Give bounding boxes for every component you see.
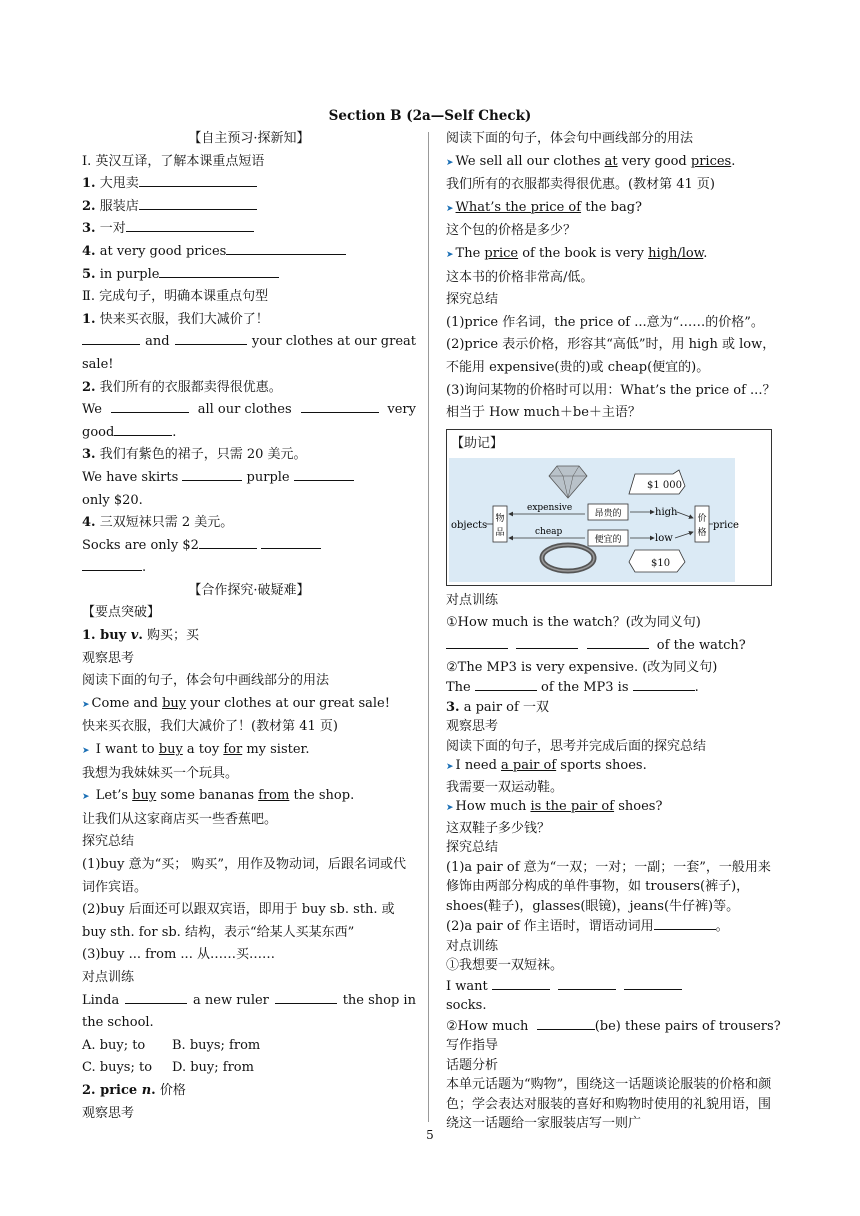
topic-heading: 话题分析: [446, 1057, 499, 1073]
answer-blank[interactable]: [624, 976, 682, 990]
option-d[interactable]: D. buy; from: [172, 1060, 254, 1076]
options-row-1: [82, 1035, 416, 1058]
answer-blank[interactable]: [475, 677, 537, 691]
sentence-4-end: .: [82, 557, 416, 580]
answer-blank[interactable]: [558, 976, 616, 990]
key-heading: 【要点突破】: [82, 605, 161, 621]
buy-example-2: ➤ I want to buy a toy for my sister.: [82, 742, 310, 758]
buy-heading: 1. buy v. 购买；买: [82, 628, 199, 644]
summary-label: 探究总结: [82, 834, 135, 850]
phrase-item: 1. 大甩卖: [82, 173, 416, 196]
sentence-3-end: only $20.: [82, 492, 143, 508]
practice-label: 对点训练: [446, 592, 499, 608]
price-tag-1000-icon: [629, 470, 685, 494]
price-practice-2: ②The MP3 is very expensive. (改为同义句): [446, 659, 718, 675]
buy-example-1: ➤ Come and buy your clothes at our great sale!: [82, 695, 390, 711]
observe-label: 观察思考: [446, 719, 499, 734]
writing-heading: 写作指导: [446, 1038, 499, 1053]
summary-label: 探究总结: [446, 840, 499, 855]
pair-example-2: ➤ How much is the pair of shoes?: [446, 799, 663, 814]
answer-blank[interactable]: [275, 990, 337, 1004]
answer-blank[interactable]: [516, 635, 578, 649]
explore-heading: 【合作探究·破疑难】: [188, 582, 310, 598]
angui-label: 昂贵的: [594, 508, 622, 519]
buy-example-3: ➤ Let’s buy some bananas from the shop.: [82, 788, 355, 804]
price-practice-2-answer: The of the MP3 is .: [446, 677, 780, 698]
pair-heading: 3. a pair of 一双: [446, 699, 549, 715]
phrase-item: 4. at very good prices: [82, 241, 416, 264]
objects-label: objects: [451, 519, 488, 531]
right-column: [446, 128, 780, 1134]
pair-example-2-cn: 这双鞋子多少钱？: [446, 820, 551, 836]
pair-practice-1-end: socks.: [446, 998, 487, 1013]
sentence-3: We have skirts purple: [82, 467, 416, 490]
sentence-4: Socks are only $2: [82, 535, 416, 558]
pianyi-label: 便宜的: [594, 534, 622, 545]
page-number: 5: [426, 1128, 434, 1142]
price-example-2-cn: 这个包的价格是多少？: [446, 223, 577, 239]
price-example-2: ➤ What’s the price of the bag?: [446, 199, 642, 215]
sentence-1-cn: 1. 快来买衣服，我们大减价了！: [82, 311, 269, 327]
answer-blank[interactable]: [261, 535, 321, 549]
arrow-icon: ➤: [82, 746, 90, 757]
buy-practice: Linda a new ruler the shop in: [82, 990, 416, 1013]
price-tag-10-icon: [629, 550, 685, 572]
buy-example-1-cn: 快来买衣服，我们大减价了！(教材第 41 页): [82, 719, 338, 735]
sentence-2: We all our clothes very: [82, 399, 416, 422]
arrow-icon: ➤: [446, 157, 454, 168]
pair-practice-1-answer: I want: [446, 976, 780, 997]
sentence-1-end: sale!: [82, 356, 114, 372]
price-label: price: [713, 519, 739, 531]
low-label: low: [655, 532, 673, 544]
tag-1000-label: $1 000: [647, 479, 682, 491]
phrase-item: 3. 一对: [82, 218, 416, 241]
answer-blank[interactable]: [139, 173, 257, 187]
practice-label: 对点训练: [82, 969, 135, 985]
answer-blank[interactable]: [587, 635, 649, 649]
answer-blank[interactable]: [301, 399, 379, 413]
expensive-label: expensive: [527, 502, 573, 513]
answer-blank[interactable]: [199, 535, 257, 549]
price-example-1-cn: 我们所有的衣服都卖得很优惠。(教材第 41 页): [446, 177, 715, 193]
answer-blank[interactable]: [125, 990, 187, 1004]
sentence-4-cn: 4. 三双短袜只需 2 美元。: [82, 515, 234, 531]
buy-summary-1: (1)buy 意为“买； 购买”，用作及物动词，后跟名词或代词作宾语。: [82, 857, 407, 895]
price-example-3: ➤ The price of the book is very high/low.: [446, 245, 708, 261]
price-summary-1: (1)price 作名词，the price of ...意为“……的价格”。: [446, 314, 764, 330]
buy-example-3-cn: 让我们从这家商店买一些香蕉吧。: [82, 811, 278, 827]
answer-blank[interactable]: [492, 976, 550, 990]
read-instruction: 阅读下面的句子，体会句中画线部分的用法: [82, 673, 330, 689]
option-a[interactable]: A. buy; to: [82, 1037, 146, 1053]
jiage-label-1: 价: [697, 513, 707, 524]
answer-blank[interactable]: [446, 635, 508, 649]
memory-aid-box: [446, 429, 772, 586]
answer-blank[interactable]: [182, 467, 242, 481]
buy-example-2-cn: 我想为我妹妹买一个玩具。: [82, 765, 239, 781]
pair-summary-1: (1)a pair of 意为“一双；一对；一副；一套”，一般用来修饰由两部分构成的单件事物，如 trousers(裤子)，shoes(鞋子)，glasses(眼镜)，jeans(牛仔裤)等。: [446, 859, 771, 914]
sentence-2-cn: 2. 我们所有的衣服都卖得很优惠。: [82, 379, 282, 395]
price-example-1: ➤ We sell all our clothes at very good prices.: [446, 153, 736, 169]
topic-text: 本单元话题为“购物”，围绕这一话题谈论服装的价格和颜色；学会表达对服装的喜好和购物时使用的礼貌用语，围绕这一话题给一家服装店写一则广: [446, 1077, 772, 1131]
price-practice-1-answer: of the watch?: [446, 635, 780, 658]
answer-blank[interactable]: [537, 1016, 595, 1030]
observe-label: 观察思考: [82, 650, 135, 666]
pair-practice-1: ①我想要一双短袜。: [446, 958, 564, 973]
option-c[interactable]: C. buys; to: [82, 1060, 153, 1076]
cheap-label: cheap: [535, 526, 563, 537]
answer-blank[interactable]: [139, 196, 257, 210]
high-label: high: [655, 506, 678, 518]
wupin-label-1: 物: [495, 513, 505, 524]
arrow-icon: ➤: [446, 762, 454, 772]
arrow-icon: ➤: [82, 699, 90, 710]
answer-blank[interactable]: [175, 331, 247, 345]
answer-blank[interactable]: [159, 264, 279, 278]
buy-summary-3: (3)buy ... from ... 从……买……: [82, 947, 275, 963]
practice-label: 对点训练: [446, 938, 499, 954]
sentence-3-cn: 3. 我们有紫色的裙子，只需 20 美元。: [82, 447, 307, 463]
answer-blank[interactable]: [633, 677, 695, 691]
pair-instruction: 阅读下面的句子，思考并完成后面的探究总结: [446, 738, 707, 754]
read-instruction: 阅读下面的句子，体会句中画线部分的用法: [446, 131, 694, 146]
answer-blank[interactable]: [654, 916, 716, 930]
price-practice-1: ①How much is the watch？(改为同义句): [446, 615, 701, 631]
answer-blank[interactable]: [111, 399, 189, 413]
part1-heading: Ⅰ. 英汉互译，了解本课重点短语: [82, 153, 265, 169]
option-b[interactable]: B. buys; from: [172, 1037, 261, 1053]
section-title: Section B (2a—Self Check): [328, 108, 532, 124]
price-summary-2: (2)price 表示价格，形容其“高低”时，用 high 或 low，不能用 expensive(贵的)或 cheap(便宜的)。: [446, 337, 776, 375]
tag-10-label: $10: [651, 557, 671, 569]
pair-summary-2: (2)a pair of 作主语时，谓语动词用 。: [446, 916, 780, 937]
memory-aid-diagram: [449, 458, 739, 582]
buy-practice-end: the school.: [82, 1015, 154, 1031]
observe-label: 观察思考: [82, 1105, 135, 1121]
wupin-label-2: 品: [495, 527, 505, 538]
part2-heading: Ⅱ. 完成句子，明确本课重点句型: [82, 289, 269, 305]
summary-label: 探究总结: [446, 292, 499, 308]
options-row-2: [82, 1057, 416, 1080]
price-summary-3: (3)询问某物的价格时可以用：What’s the price of ...？相当于 How much＋be＋主语？: [446, 382, 776, 421]
arrow-icon: ➤: [446, 249, 454, 260]
answer-blank[interactable]: [114, 422, 172, 436]
answer-blank[interactable]: [294, 467, 354, 481]
left-column: [82, 128, 416, 1125]
arrow-icon: ➤: [82, 792, 90, 803]
phrase-item: 2. 服装店: [82, 196, 416, 219]
sentence-1: and your clothes at our great: [82, 331, 416, 354]
price-example-3-cn: 这本书的价格非常高/低。: [446, 269, 594, 285]
arrow-icon: ➤: [446, 203, 454, 214]
answer-blank[interactable]: [82, 331, 140, 345]
pair-example-1-cn: 我需要一双运动鞋。: [446, 779, 564, 795]
buy-summary-2: (2)buy 后面还可以跟双宾语，即用于 buy sb. sth. 或 buy sth. for sb. 结构，表示“给某人买某东西”: [82, 902, 395, 940]
answer-blank[interactable]: [82, 557, 142, 571]
arrow-icon: ➤: [446, 803, 454, 813]
pair-example-1: ➤ I need a pair of sports shoes.: [446, 758, 647, 773]
preview-heading: 【自主预习·探新知】: [188, 131, 310, 146]
price-heading: 2. price n. 价格: [82, 1082, 186, 1098]
phrase-item: 5. in purple: [82, 264, 416, 287]
sentence-2-end: good .: [82, 422, 416, 445]
answer-blank[interactable]: [126, 218, 254, 232]
jiage-label-2: 格: [697, 527, 707, 538]
pair-practice-2: ②How much (be) these pairs of trousers?: [446, 1016, 780, 1037]
column-divider: [428, 132, 429, 1122]
answer-blank[interactable]: [226, 241, 346, 255]
memory-aid-title: 【助记】: [451, 435, 504, 451]
